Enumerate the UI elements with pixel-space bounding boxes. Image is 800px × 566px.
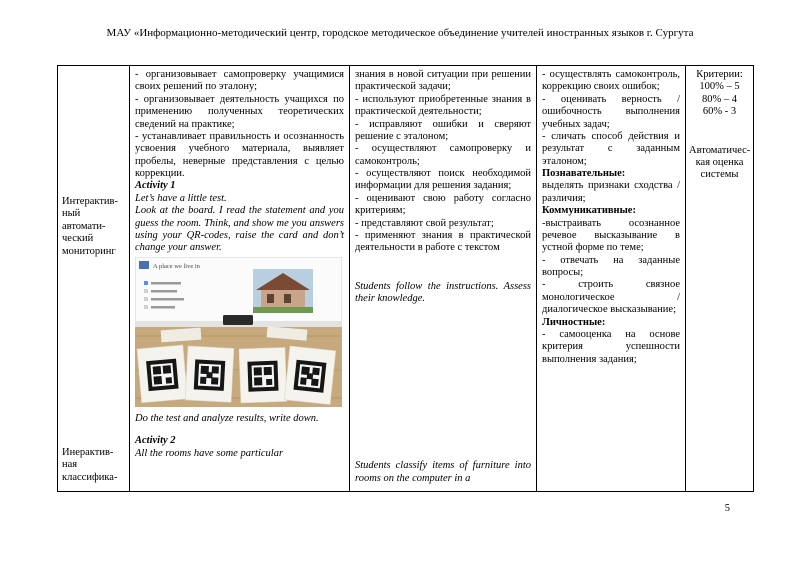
students-bullet: знания в новой ситуации при решении практической задачи; — [355, 69, 531, 93]
criteria-note-line: Автоматичес- — [689, 144, 751, 156]
criteria-note — [689, 145, 750, 182]
teacher-bullet: - устанавливает правильность и осознанность усвоения учебного материала, выявляет пробелы, неверные представления с целью коррекции. — [135, 130, 344, 179]
uud-item: - сличать способ действия и результат с заданным эталоном; — [542, 130, 680, 167]
students-bullet: - используют приобретенные знания в практической деятельности; — [355, 93, 531, 118]
teacher-bullet: - организовывает самопроверку учащимися своих решений по эталону; — [135, 69, 344, 93]
criteria-note-line: системы — [700, 169, 739, 181]
criteria-title: Критерии: — [696, 69, 743, 80]
stage-line: ная — [62, 459, 78, 471]
uud-item: - отвечать на заданные вопросы; — [542, 254, 680, 278]
activity-figure — [135, 257, 344, 411]
stage-line: мониторинг — [62, 245, 116, 257]
video-popup — [223, 315, 253, 325]
students-note: Students follow the instructions. Assess their knowledge. — [355, 280, 531, 304]
qr-card — [137, 345, 188, 403]
criteria-grade: 80% – 4 — [702, 93, 737, 105]
uud-item: - самооценка на основе критерия успешности выполнения задания; — [542, 328, 680, 365]
activity-photo — [135, 257, 342, 407]
app-logo — [139, 261, 149, 269]
uud-item: - строить связное монологическое / диалогическое высказывание; — [542, 279, 680, 316]
students-bullet: - осуществляют поиск необходимой информации для решения задания; — [355, 168, 531, 192]
page-number: 5 — [724, 503, 730, 514]
screen-area — [135, 257, 342, 327]
teacher-bullet: - организовывает деятельность учащихся по применению полученных теоретических сведений на практике; — [135, 93, 344, 130]
activity1-instructions: Look at the board. I read the statement and you guess the room. Think, and show me you answers using your QR-codes, raise the card and don’t change your answer. — [135, 205, 344, 254]
uud-group-title: Личностные: — [542, 316, 606, 328]
stage-line: классифика- — [62, 471, 118, 483]
uud-item: выделять признаки сходства / различия; — [542, 180, 680, 204]
uud-item: - осуществлять самоконтроль, коррекцию своих ошибок; — [542, 69, 680, 93]
activity2-text: All the rooms have some particular — [135, 447, 284, 459]
qr-card — [185, 346, 234, 402]
stage-line: Инерактив- — [62, 447, 114, 458]
students-bullet: - применяют знания в практической деятельности в работе с текстом — [355, 229, 531, 254]
students-bullet: - исправляют ошибки и сверяют решение с эталоном; — [355, 118, 531, 142]
lesson-plan-table — [57, 65, 754, 492]
qr-card — [239, 347, 287, 403]
screen-caption: A place we live in — [153, 262, 200, 270]
activity1-title: Activity 1 — [135, 180, 176, 192]
col-uud — [537, 66, 686, 491]
stage-line: Интерактив- — [62, 196, 118, 207]
col-stage — [58, 66, 130, 491]
activity2-title: Activity 2 — [135, 435, 176, 447]
activity1-intro: Let’s have a little test. — [135, 192, 227, 204]
students-note: Students classify items of furniture into rooms on the computer in a — [355, 460, 531, 484]
uud-group-title: Коммуникативные: — [542, 205, 636, 217]
students-bullet: - осуществляют самопроверку и самоконтроль; — [355, 143, 531, 167]
students-bullet: - оценивают свою работу согласно критериям; — [355, 192, 531, 217]
stage-line: ческий — [62, 233, 94, 245]
uud-item: -выстраивать осознанное речевое высказывание в устной форме по теме; — [542, 217, 680, 254]
uud-group-title: Познавательные: — [542, 168, 626, 179]
students-bullet: - представляют свой результат; — [355, 217, 494, 229]
house-thumbnail — [253, 269, 313, 313]
col-teacher-activity — [130, 66, 350, 491]
stage-label-classification — [62, 447, 117, 484]
criteria-grade: 100% – 5 — [699, 81, 740, 93]
wood-table — [135, 326, 342, 407]
stage-label-monitoring — [62, 196, 118, 258]
criteria-grade: 60% - 3 — [702, 106, 737, 118]
col-criteria — [686, 66, 753, 491]
page-header-title: МАУ «Информационно-методический центр, городское методическое объединение учителей иностранных языков г. Сургута — [106, 27, 694, 39]
col-students-activity — [350, 66, 537, 491]
criteria-note-line: кая оценка — [695, 156, 744, 168]
stage-line: автомати- — [62, 220, 106, 232]
qr-card — [284, 346, 335, 405]
after-figure-text: Do the test and analyze results, write down. — [135, 413, 319, 424]
stage-line: ный — [62, 208, 81, 220]
uud-item: - оценивать верность / ошибочность выполнения учебных задач; — [542, 93, 680, 130]
